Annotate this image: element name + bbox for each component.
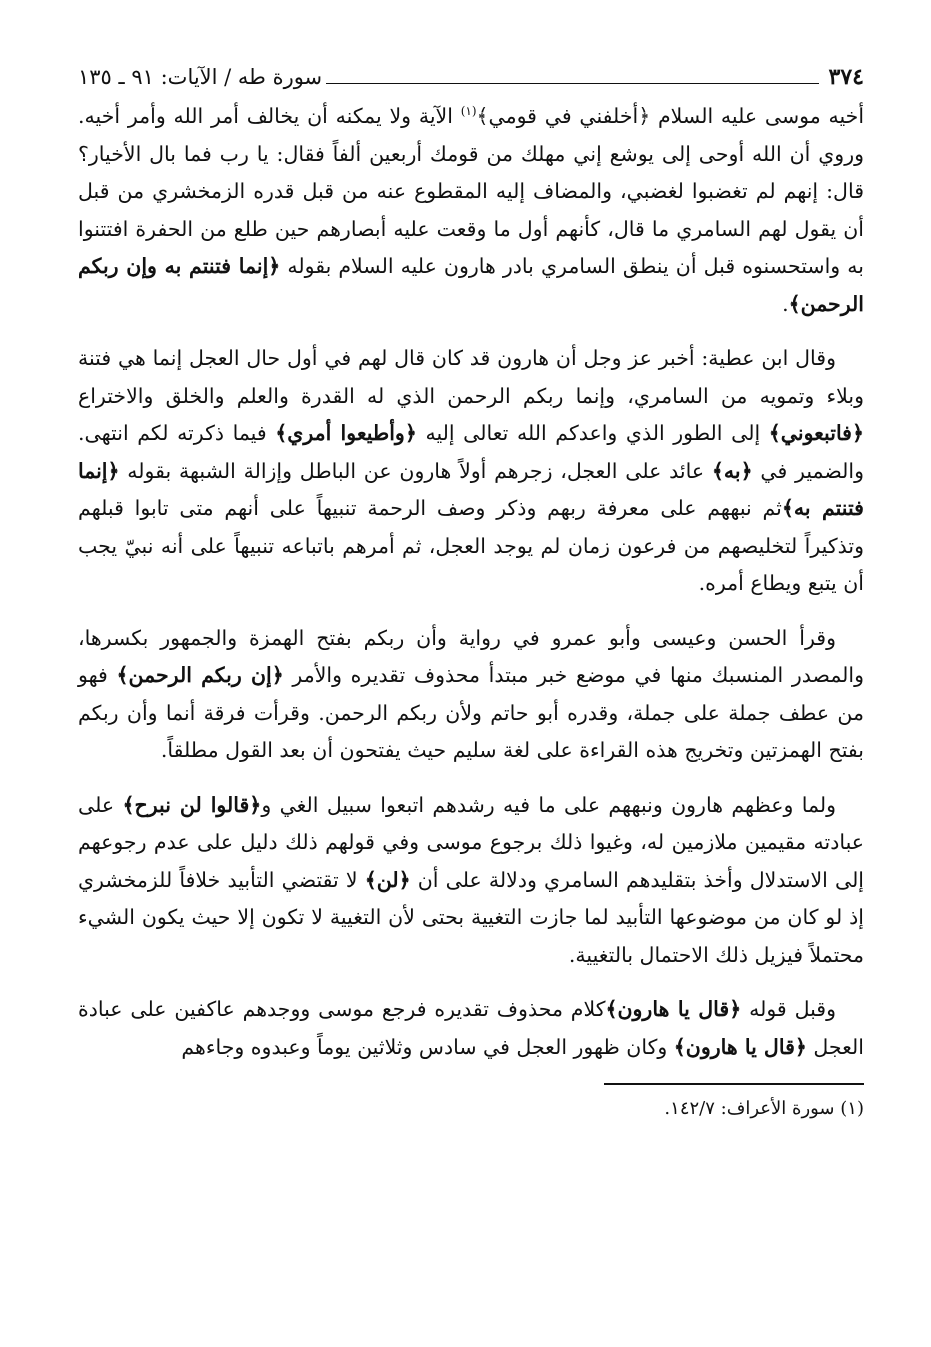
text-run: الآية ولا يمكنه أن يخالف أمر الله وأمر أخيه. وروي أن الله أوحى إلى يوشع إني مهلك من قومك أربعين ألفاً فقال: يا رب فما بال الأخيار؟ قال: إنهم لم تغضبوا لغضبي، والمضاف إليه المقطوع عنه من قبل قدره الزمخشري من قبل أن يقول لهم السامري ما قال، كأنهم أول ما وقعت عليه أبصارهم حين طلع من الحفرة افتتنوا به واستحسنوه قبل أن ينطق السامري بادر هارون عليه السلام بقوله xyxy=(78,104,865,278)
running-header xyxy=(78,60,864,90)
footnote xyxy=(78,1095,864,1123)
quran-quote: ﴿قالوا لن نبرح﴾ xyxy=(122,792,262,817)
body-text xyxy=(78,98,864,1066)
text-run: ثم نبههم على معرفة ربهم وذكر وصف الرحمة تنبيهاً على أنهم متى تابوا قبلهم وتذكيراً لتخليصهم من فرعون زمان لم يوجد العجل، ثم أمرهم باتباعه تنبيهاً على أنه نبيّ يجب أن يتبع ويطاع أمره. xyxy=(78,496,864,595)
quran-quote: ﴿لن﴾ xyxy=(364,867,411,892)
paragraph xyxy=(78,787,864,975)
footnote-marker[interactable]: (١) xyxy=(460,104,477,119)
footnote-separator xyxy=(604,1083,864,1085)
quran-quote: ﴿إنما فتنتم به وإن ربكم الرحمن﴾ xyxy=(78,254,864,316)
paragraph xyxy=(78,620,864,770)
chapter-title: سورة طه / الآيات: ٩١ ـ ١٣٥ xyxy=(78,65,323,89)
text-run: وقبل قوله xyxy=(741,997,836,1021)
text-run: فهو من عطف جملة على جملة، وقدره أبو حاتم ولأن ربكم الرحمن. وقرأت فرقة أنما وأن ربكم بفتح الهمزتين وتخريج هذه القراءة على لغة سليم حيث يفتحون أن بعد القول مطلقاً. xyxy=(78,663,864,762)
header-rule xyxy=(326,83,818,84)
text-run: على عبادته مقيمين ملازمين له، وغيوا ذلك برجوع موسى وفي قولهم ذلك دليل على عدم رجوعهم إلى الاستدلال وأخذ بتقليدهم السامري ودلالة على أن xyxy=(78,792,865,892)
text-run: وكان ظهور العجل في سادس وثلاثين يوماً وعبدوه وجاءهم xyxy=(181,1034,674,1059)
paragraph xyxy=(78,340,864,603)
text-run: ولما وعظهم هارون ونبههم على ما فيه رشدهم اتبعوا سبيل الغي و xyxy=(261,792,836,817)
page-number: ٣٧٤ xyxy=(828,64,864,90)
quran-quote: ﴿به﴾ xyxy=(711,458,753,483)
text-run: أخيه موسى عليه السلام xyxy=(650,104,865,128)
paragraph xyxy=(78,991,864,1066)
quran-quote: ﴿إنما فتنتم به﴾ xyxy=(78,458,864,520)
quran-quote: ﴿فاتبعوني﴾ xyxy=(768,421,864,445)
quran-quote: ﴿وأطيعوا أمري﴾ xyxy=(275,421,417,445)
quran-quote: ﴿قال يا هارون﴾ xyxy=(605,997,742,1021)
quran-quote: ﴿أخلفني في قومي﴾ xyxy=(476,104,651,128)
text-run: وقال ابن عطية: أخبر عز وجل أن هارون قد كان قال لهم في أول حال العجل إنما هي فتنة وبلاء وتمويه من السامري، وإنما ربكم الرحمن الذي له القدرة والعلم والخلق والاختراع xyxy=(78,346,864,408)
quran-quote: ﴿قال يا هارون﴾ xyxy=(673,1034,807,1059)
footnote-number: (١) xyxy=(840,1098,864,1119)
text-run: فيما ذكرته لكم انتهى. والضمير في xyxy=(78,421,864,483)
text-run: عائد على العجل، زجرهم أولاً هارون عن الباطل وإزالة الشبهة بقوله xyxy=(119,458,712,483)
book-page xyxy=(78,60,864,1123)
text-run: وقرأ الحسن وعيسى وأبو عمرو في رواية وأن ربكم بفتح الهمزة والجمهور بكسرها، والمصدر المنسبك منها في موضع خبر مبتدأ محذوف تقديره والأمر xyxy=(78,625,865,687)
footnote-text: سورة الأعراف: ١٤٢/٧. xyxy=(664,1098,835,1119)
text-run: . xyxy=(782,291,789,316)
paragraph xyxy=(78,98,864,323)
text-run: كلام محذوف تقديره فرجع موسى ووجدهم عاكفين على عبادة العجل xyxy=(78,997,864,1059)
quran-quote: ﴿إن ربكم الرحمن﴾ xyxy=(116,663,284,687)
text-run: لا تقتضي التأبيد خلافاً للزمخشري إذ لو كان من موضوعها التأبيد لما جازت التغيية بحتى لأن التغيية لا تكون إلا حيث يكون الشيء محتملاً فيزيل ذلك الاحتمال بالتغيية. xyxy=(78,867,864,967)
text-run: إلى الطور الذي واعدكم الله تعالى إليه xyxy=(416,421,769,445)
